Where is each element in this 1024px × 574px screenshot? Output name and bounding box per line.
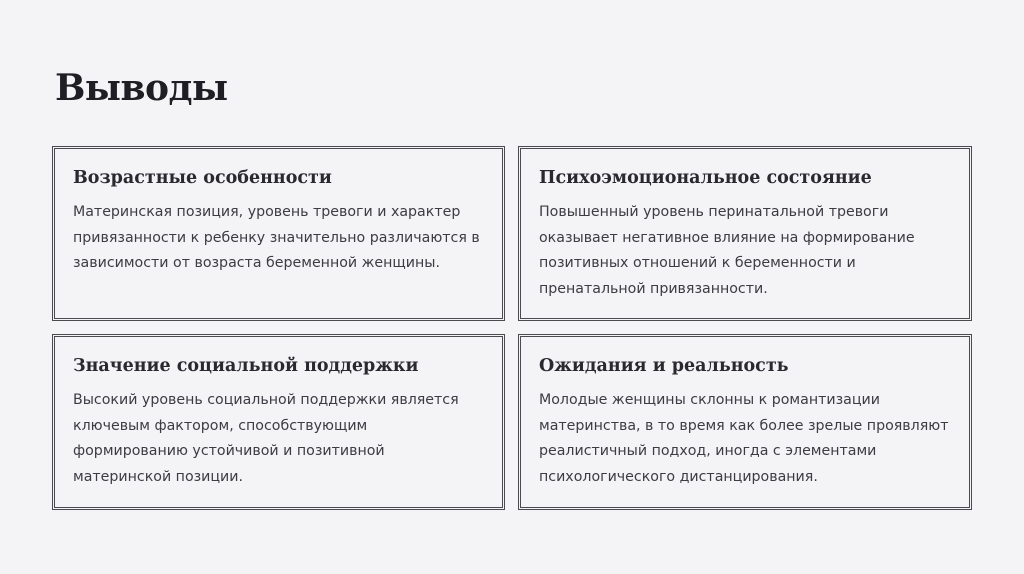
card-body: Повышенный уровень перинатальной тревоги оказывает негативное влияние на формирование позитивных отношений к беременности и пренатальной привязанности. [539,204,915,298]
card-title: Возрастные особенности [73,168,332,188]
page-title: Выводы [55,67,228,109]
card-body: Высокий уровень социальной поддержки является ключевым фактором, способствующим формированию устойчивой и позитивной материнской позиции. [73,392,459,486]
card-age-features [52,146,505,321]
card-title: Ожидания и реальность [539,356,789,376]
card-psycho-emotional-state [518,146,972,321]
card-body: Молодые женщины склонны к романтизации материнства, в то время как более зрелые проявляют реалистичный подход, иногда с элементами психологического дистанцирования. [539,392,949,486]
card-title: Значение социальной поддержки [73,356,419,376]
card-title: Психоэмоциональное состояние [539,168,872,188]
card-expectations-reality [518,334,972,510]
card-social-support [52,334,505,510]
card-body: Материнская позиция, уровень тревоги и характер привязанности к ребенку значительно различаются в зависимости от возраста беременной женщины. [73,204,480,272]
